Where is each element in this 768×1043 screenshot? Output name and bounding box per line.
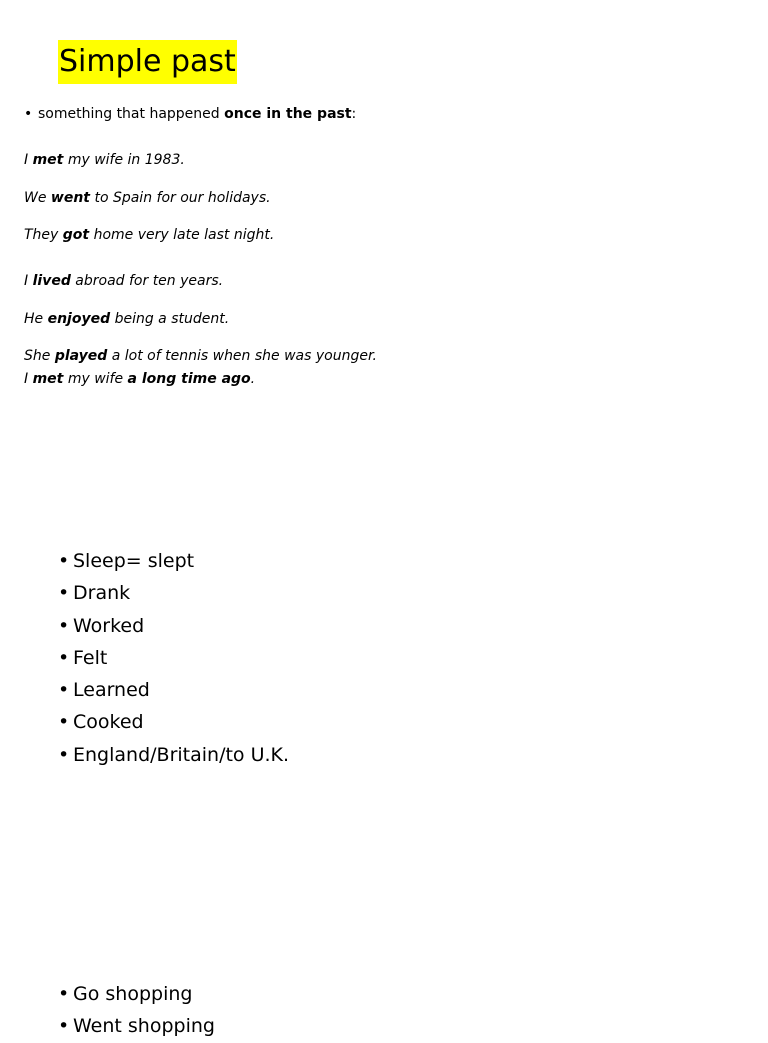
list-item (58, 610, 289, 642)
example-verb: lived (32, 273, 71, 289)
example-post: a lot of tennis when she was younger. (107, 348, 377, 364)
page-title: Simple past (58, 40, 237, 84)
list-item-label: Sleep= slept (73, 550, 195, 572)
activity-list (58, 978, 215, 1043)
list-item-label: Worked (73, 614, 145, 637)
example-verb: met (32, 152, 64, 168)
example-pre: We (24, 190, 51, 206)
list-item-label: Go shopping (73, 983, 193, 1005)
example-pre: I (24, 371, 33, 387)
intro-emphasis: once in the past (224, 106, 352, 122)
list-item (58, 642, 289, 674)
bullet-icon: • (58, 743, 70, 766)
list-item-label: Went shopping (73, 1015, 215, 1038)
bullet-icon: • (58, 711, 70, 734)
example-pre: I (24, 152, 33, 168)
example-end: . (250, 371, 256, 387)
bullet-icon: • (58, 679, 70, 702)
list-item-label: Felt (73, 646, 108, 669)
list-item (58, 978, 215, 1010)
list-item (58, 1010, 215, 1042)
bullet-icon: • (24, 106, 33, 122)
intro-end: : (351, 106, 357, 122)
example-verb: got (62, 227, 90, 243)
example-verb: met (32, 371, 64, 387)
example-sentence (24, 187, 271, 209)
bullet-icon: • (58, 646, 70, 669)
example-post: home very late last night. (89, 227, 275, 243)
intro-bullet (24, 104, 356, 124)
example-pre: They (24, 227, 63, 243)
example-mid: my wife (63, 371, 128, 387)
example-sentence (24, 345, 377, 367)
example-post: to Spain for our holidays. (90, 190, 271, 206)
example-post: being a student. (110, 311, 230, 327)
example-post: my wife in 1983. (63, 152, 185, 168)
list-item (58, 706, 289, 738)
example-post: abroad for ten years. (70, 273, 224, 289)
bullet-icon: • (58, 582, 70, 605)
example-sentence (24, 308, 229, 330)
example-sentence (24, 368, 255, 390)
verb-list (58, 545, 289, 771)
example-sentence (24, 149, 185, 171)
list-item (58, 739, 289, 771)
example-pre: He (24, 311, 48, 327)
bullet-icon: • (58, 1015, 70, 1038)
example-pre: I (24, 273, 33, 289)
list-item-label: Drank (73, 582, 131, 605)
example-pre: She (24, 348, 55, 364)
bullet-icon: • (58, 983, 70, 1005)
bullet-icon: • (58, 614, 70, 637)
intro-text: something that happened (38, 106, 225, 122)
example-sentence (24, 270, 223, 292)
example-emphasis: a long time ago (127, 371, 251, 387)
list-item (58, 577, 289, 609)
bullet-icon: • (58, 550, 70, 572)
example-verb: played (54, 348, 108, 364)
example-verb: went (50, 190, 90, 206)
list-item-label: Learned (73, 679, 150, 702)
list-item-label: England/Britain/to U.K. (73, 743, 290, 766)
list-item-label: Cooked (73, 711, 144, 734)
example-verb: enjoyed (47, 311, 111, 327)
example-sentence (24, 224, 274, 246)
list-item (58, 674, 289, 706)
list-item (58, 545, 289, 577)
